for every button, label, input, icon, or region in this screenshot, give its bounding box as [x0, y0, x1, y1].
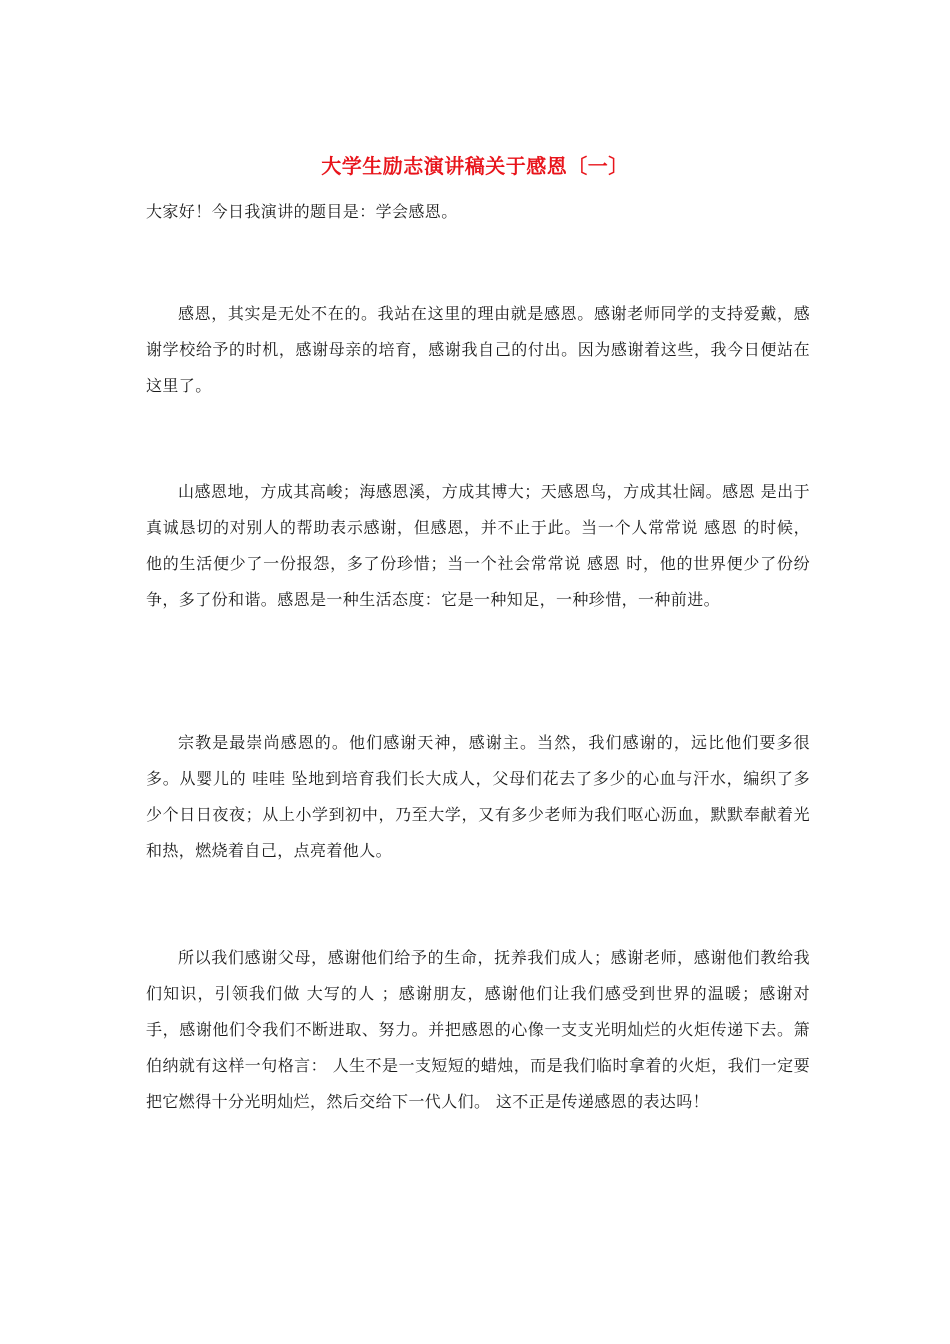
paragraph-3: 宗教是最崇尚感恩的。他们感谢天神，感谢主。当然，我们感谢的，远比他们要多很多。从婴儿的 哇哇 坠地到培育我们长大成人，父母们花去了多少的心血与汗水，编织了多少个日日夜夜；从上小学到初中，乃至大学，又有多少老师为我们呕心沥血，默默奉献着光和热，燃烧着自己，点亮着他人。: [146, 733, 810, 860]
greeting-line: 大家好！今日我演讲的题目是：学会感恩。: [146, 202, 458, 221]
document-title: 大学生励志演讲稿关于感恩〔一〕: [321, 154, 629, 178]
paragraph-1: 感恩，其实是无处不在的。我站在这里的理由就是感恩。感谢老师同学的支持爱戴，感谢学校给予的时机，感谢母亲的培育，感谢我自己的付出。因为感谢着这些，我今日便站在这里了。: [146, 304, 810, 395]
paragraph-2: 山感恩地，方成其高峻；海感恩溪，方成其博大；天感恩鸟，方成其壮阔。感恩 是出于真诚恳切的对别人的帮助表示感谢，但感恩，并不止于此。当一个人常常说 感恩 的时候，他的生活便少了一份报怨，多了份珍惜；当一个社会常常说 感恩 时，他的世界便少了份纷争，多了份和谐。感恩是一种生活态度：它是一种知足，一种珍惜，一种前进。: [146, 482, 810, 609]
paragraph-4: 所以我们感谢父母，感谢他们给予的生命，抚养我们成人；感谢老师，感谢他们教给我们知识，引领我们做 大写的人 ；感谢朋友，感谢他们让我们感受到世界的温暖；感谢对手，感谢他们令我们不断进取、努力。并把感恩的心像一支支光明灿烂的火炬传递下去。箫伯纳就有这样一句格言： 人生不是一支短短的蜡烛，而是我们临时拿着的火炬，我们一定要把它燃得十分光明灿烂，然后交给下一代人们。 这不正是传递感恩的表达吗！: [146, 948, 810, 1111]
